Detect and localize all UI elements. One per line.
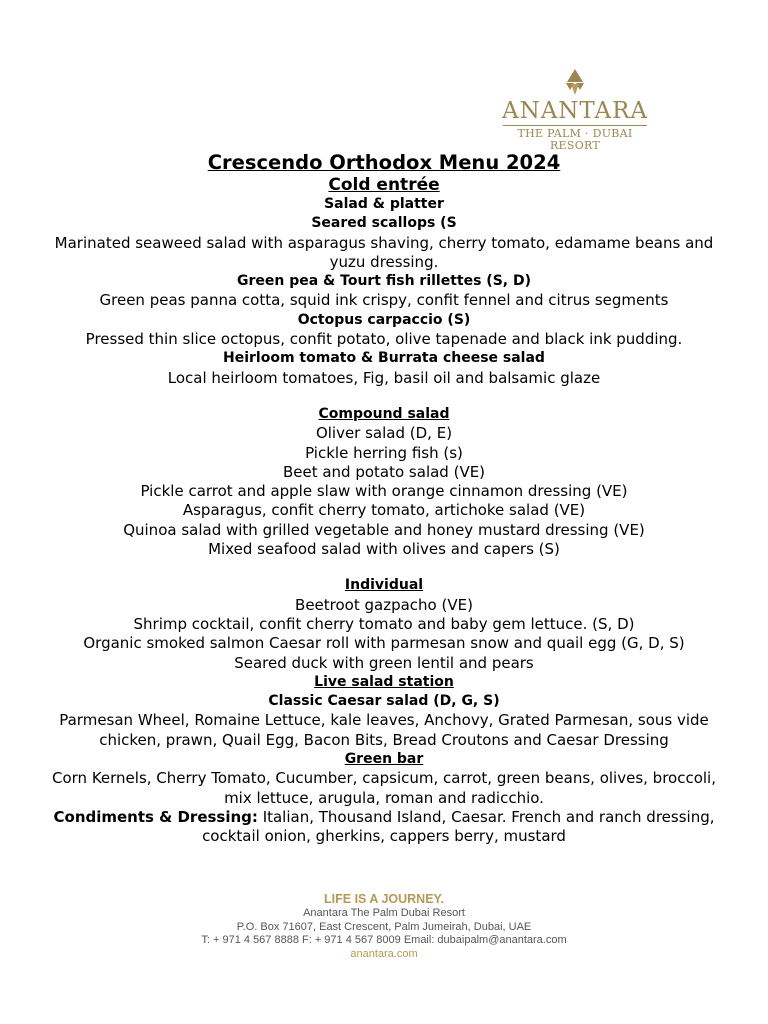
dish-name: Green pea & Tourt fish rillettes (S, D) (236, 273, 532, 290)
list-item: Seared duck with green lentil and pears (234, 653, 534, 672)
list-item: Shrimp cocktail, confit cherry tomato and baby gem lettuce. (S, D) (133, 614, 635, 633)
logo-resort: RESORT (549, 139, 601, 152)
list-item: Pickle herring fish (s) (305, 443, 463, 462)
individual-heading: Individual (344, 577, 424, 594)
logo-divider (503, 125, 647, 126)
footer-contact: T: + 971 4 567 8888 F: + 971 4 567 8009 Email: dubaipalm@anantara.com (201, 934, 567, 946)
footer-tagline: LIFE IS A JOURNEY. (324, 892, 444, 906)
list-item: Asparagus, confit cherry tomato, artichoke salad (VE) (182, 501, 586, 520)
footer-resort-name: Anantara The Palm Dubai Resort (303, 907, 465, 919)
footer-address: P.O. Box 71607, East Crescent, Palm Jumeirah, Dubai, UAE (236, 920, 532, 933)
list-item: Beetroot gazpacho (VE) (295, 595, 473, 614)
menu-body (40, 150, 728, 847)
dish-description: Marinated seaweed salad with asparagus shaving, cherry tomato, edamame beans and yuzu dressing. (54, 233, 714, 271)
logo-brand-name: ANANTARA (501, 98, 649, 124)
compound-salad-heading: Compound salad (318, 405, 450, 422)
list-item: Quinoa salad with grilled vegetable and honey mustard dressing (VE) (123, 520, 645, 539)
spacer (40, 388, 728, 405)
section-cold-entree: Cold entrée (328, 175, 440, 195)
anantara-logo (500, 68, 650, 152)
spacer (40, 559, 728, 576)
green-bar-heading: Green bar (344, 751, 424, 768)
dish-name: Seared scallops (S (311, 215, 457, 232)
green-bar-description: Corn Kernels, Cherry Tomato, Cucumber, capsicum, carrot, green beans, olives, broccoli, mix lettuce, arugula, roman and radicchio. (51, 769, 716, 807)
salad-platter-heading: Salad & platter (324, 196, 444, 212)
dish-description: Green peas panna cotta, squid ink crispy, confit fennel and citrus segments (99, 291, 669, 310)
dish-name: Classic Caesar salad (D, G, S) (268, 693, 500, 710)
dish-description: Local heirloom tomatoes, Fig, basil oil and balsamic glaze (167, 368, 601, 387)
list-item: Mixed seafood salad with olives and capers (S) (208, 540, 560, 559)
condiments-text: Italian, Thousand Island, Caesar. French and ranch dressing, cocktail onion, gherkins, cappers berry, mustard (202, 807, 715, 846)
menu-title: Crescendo Orthodox Menu 2024 (207, 151, 561, 174)
footer (0, 891, 768, 961)
dish-name: Heirloom tomato & Burrata cheese salad (223, 350, 545, 367)
logo-location: THE PALM · DUBAI (517, 127, 633, 140)
list-item: Pickle carrot and apple slaw with orange cinnamon dressing (VE) (140, 482, 628, 501)
condiments-label: Condiments & Dressing: (53, 807, 258, 826)
dish-description: Parmesan Wheel, Romaine Lettuce, kale leaves, Anchovy, Grated Parmesan, sous vide chicken, prawn, Quail Egg, Bacon Bits, Bread Croutons and Caesar Dressing (59, 711, 709, 749)
dish-description: Pressed thin slice octopus, confit potato, olive tapenade and black ink pudding. (85, 330, 683, 349)
triangle-emblem-icon (558, 68, 592, 96)
list-item: Organic smoked salmon Caesar roll with parmesan snow and quail egg (G, D, S) (83, 634, 685, 653)
dish-name: Octopus carpaccio (S) (297, 311, 471, 328)
list-item: Beet and potato salad (VE) (282, 462, 486, 481)
condiments-line (40, 808, 728, 847)
live-salad-station-heading: Live salad station (314, 673, 454, 690)
list-item: Oliver salad (D, E) (315, 424, 453, 443)
footer-website-link[interactable]: anantara.com (350, 947, 418, 960)
